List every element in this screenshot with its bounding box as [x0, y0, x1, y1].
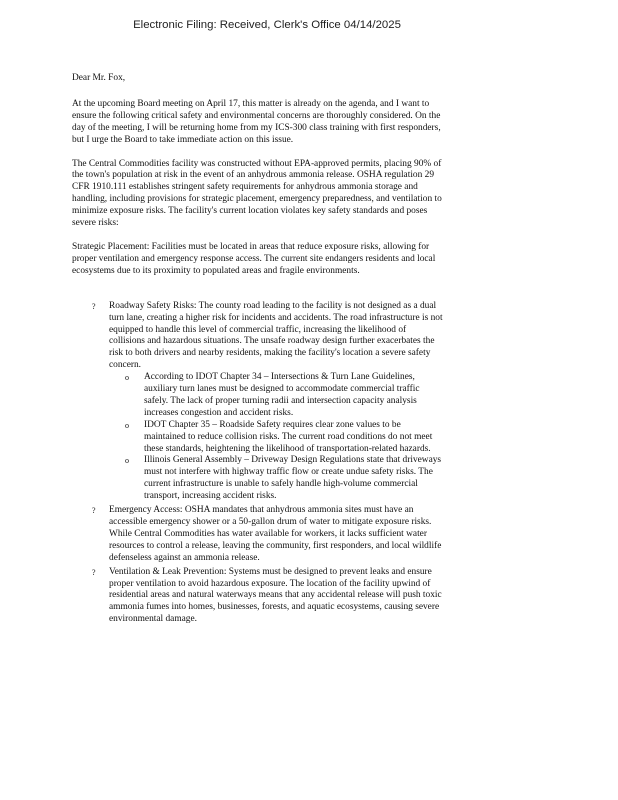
- bullet-text: Ventilation & Leak Prevention: Systems must be designed to prevent leaks and ensure proper ventilation to avoid hazardous exposure. The location of the facility upwind of residential areas and natural waterways means that any accidental release will push toxic ammonia fumes into homes, businesses, forests, and aquatic ecosystems, causing severe environmental damage.: [109, 566, 442, 625]
- filing-header: Electronic Filing: Received, Clerk's Office 04/14/2025: [133, 19, 401, 31]
- bullet-ventilation: [72, 567, 444, 627]
- sub-bullet-marker: o: [125, 420, 129, 430]
- letter-body: [72, 73, 444, 628]
- sub-bullet-text: IDOT Chapter 35 – Roadside Safety requires clear zone values to be maintained to reduce collision risks. The current road conditions do not meet these standards, heightening the likelihood of transportation-related hazards.: [144, 419, 433, 454]
- bullet-emergency-access: [72, 505, 444, 565]
- salutation: Dear Mr. Fox,: [72, 73, 126, 83]
- bullet-text: Roadway Safety Risks: The county road leading to the facility is not designed as a dual turn lane, creating a higher risk for incidents and accidents. The road infrastructure is not equipped to handle this level of commercial traffic, increasing the likelihood of collisions and hazardous situations. The unsafe roadway design further exacerbates the risk to both drivers and nearby residents, making the facility's location a severe safety concern.: [109, 300, 443, 371]
- paragraph-strategic-placement: Strategic Placement: Facilities must be located in areas that reduce exposure risks, allowing for proper ventilation and emergency response access. The current site endangers residents and local ecosystems due to its proximity to populated areas and fragile environments.: [72, 241, 436, 276]
- sub-bullet-text: According to IDOT Chapter 34 – Intersections & Turn Lane Guidelines, auxiliary turn lanes must be designed to accommodate commercial traffic safely. The lack of proper turning radii and intersection capacity analysis increases congestion and accident risks.: [144, 372, 420, 418]
- paragraph-facility-permits: The Central Commodities facility was constructed without EPA-approved permits, placing 90% of the town's population at risk in the event of an anhydrous ammonia release. OSHA regulation 29 CFR 1910.111 establishes stringent safety requirements for anhydrous ammonia storage and handling, including provisions for strategic placement, emergency preparedness, and ventilation to minimize exposure risks. The facility's current location violates key safety standards and poses severe risks:: [72, 158, 442, 229]
- bullet-marker: ?: [92, 567, 96, 577]
- sub-bullet-marker: o: [125, 373, 129, 383]
- sub-bullet-text: Illinois General Assembly – Driveway Design Regulations state that driveways must not interfere with highway traffic flow or create undue safety risks. The current infrastructure is unable to safely handle high-volume commercial transport, increasing accident risks.: [144, 455, 442, 502]
- bullet-marker: ?: [92, 506, 96, 516]
- sub-bullet-driveway-regulations: [125, 455, 444, 503]
- sub-bullet-idot-ch35: [125, 420, 444, 456]
- sub-bullet-marker: o: [125, 456, 129, 466]
- paragraph-board-meeting: At the upcoming Board meeting on April 17, this matter is already on the agenda, and I want to ensure the following critical safety and environmental concerns are thoroughly considered. On the day of the meeting, I will be returning home from my ICS-300 class training with first responders, but I urge the Board to take immediate action on this issue.: [72, 98, 441, 145]
- bullet-marker: ?: [92, 301, 96, 311]
- bullet-text: Emergency Access: OSHA mandates that anhydrous ammonia sites must have an accessible emergency shower or a 50-gallon drum of water to mitigate exposure risks. While Central Commodities has water available for workers, it lacks sufficient water resources to control a release, leaving the community, first responders, and local wildlife defenseless against an ammonia release.: [109, 505, 442, 563]
- sub-bullet-list: [109, 372, 444, 503]
- sub-bullet-idot-ch34: [125, 372, 444, 420]
- bullet-roadway-safety: [72, 301, 444, 503]
